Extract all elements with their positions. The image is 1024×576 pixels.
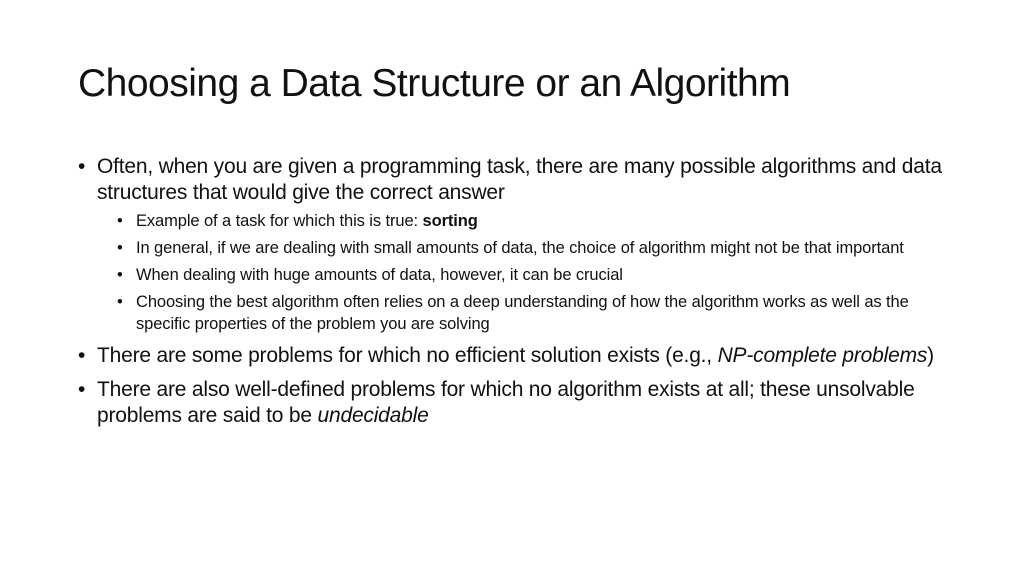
bullet-text: Often, when you are given a programming task, there are many possible algorithms and data structures that would give the correct answer (97, 155, 942, 204)
bullet-italic-text: undecidable (317, 404, 429, 427)
sub-bullet-item (117, 210, 958, 232)
bullet-item (78, 154, 958, 335)
bullet-dot-icon: • (117, 293, 123, 311)
bullet-dot-icon: • (78, 344, 86, 367)
sub-bullet-text: Example of a task for which this is true: (136, 212, 423, 230)
bullet-text-end: ) (927, 344, 934, 367)
bullet-text: There are some problems for which no efficient solution exists (e.g., (97, 344, 718, 367)
bullet-dot-icon: • (117, 239, 123, 257)
sub-bullet-text: In general, if we are dealing with small amounts of data, the choice of algorithm might not be that important (136, 239, 904, 257)
sub-bullet-item (117, 291, 958, 335)
slide-content (78, 154, 958, 437)
slide-title: Choosing a Data Structure or an Algorithm (78, 62, 791, 105)
sub-bullet-item (117, 237, 958, 259)
bullet-item (78, 343, 958, 369)
sub-bullet-bold-text: sorting (422, 212, 478, 230)
bullet-dot-icon: • (117, 212, 123, 230)
bullet-text: There are also well-defined problems for which no algorithm exists at all; these unsolvable problems are said to be (97, 378, 915, 427)
bullet-dot-icon: • (78, 155, 86, 178)
sub-bullet-item (117, 264, 958, 286)
bullet-item (78, 377, 958, 429)
bullet-dot-icon: • (117, 266, 123, 284)
sub-bullet-text: Choosing the best algorithm often relies on a deep understanding of how the algorithm works as well as the specific properties of the problem you are solving (136, 293, 909, 333)
sub-bullet-text: When dealing with huge amounts of data, however, it can be crucial (136, 266, 623, 284)
bullet-italic-text: NP-complete problems (717, 344, 928, 367)
bullet-dot-icon: • (78, 378, 86, 401)
sub-bullet-list (97, 210, 958, 335)
